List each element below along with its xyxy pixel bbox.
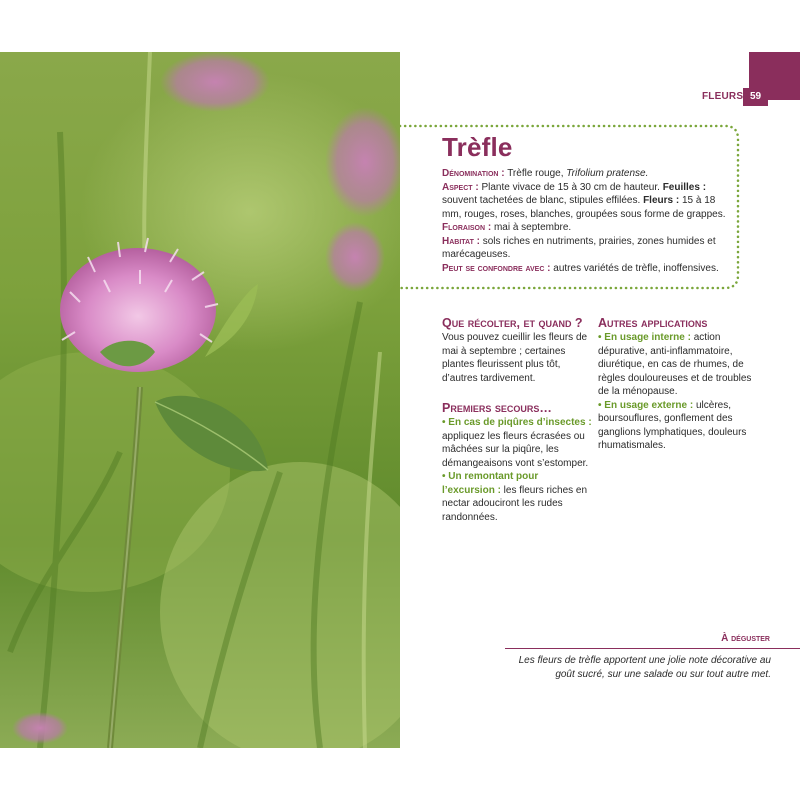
deguster-divider [505, 648, 800, 649]
habitat-label: Habitat : [442, 235, 480, 247]
habitat-value: sols riches en nutriments, prairies, zones humides et marécageuses. [442, 235, 716, 260]
confondre-label: Peut se confondre avec : [442, 262, 551, 274]
recolter-heading: Que récolter, et quand ? [442, 316, 583, 330]
deguster-heading: À déguster [721, 633, 770, 644]
secours-item-1-label: • En cas de piqûres d’insectes : [442, 417, 592, 428]
feuilles-value: souvent tachetées de blanc, stipules effilées. [442, 195, 644, 206]
fleurs-value: 15 à 18 mm, rouges, roses, blanches, groupées sous forme de grappes. [442, 195, 726, 220]
plant-description [442, 167, 732, 275]
floraison-label: Floraison : [442, 222, 492, 233]
usage-interne-label: • En usage interne : [598, 332, 691, 343]
recolter-text: Vous pouvez cueillir les fleurs de mai à septembre ; certaines plantes fleurissent plus tôt, d’autres tardivement. [442, 332, 588, 384]
latin-name: Trifolium pratense. [566, 168, 649, 179]
floraison-value: mai à septembre. [491, 222, 572, 233]
clover-photo [0, 52, 400, 748]
secours-item-1-text: appliquez les fleurs écrasées ou mâchées sur la piqûre, les démangeaisons vont s’estomper. [442, 430, 589, 469]
usage-externe-label: • En usage externe : [598, 399, 694, 411]
secours-heading: Premiers secours… [442, 401, 552, 415]
left-column [442, 316, 592, 524]
confondre-value: autres variétés de trèfle, inoffensives. [550, 262, 719, 274]
usage-externe [598, 399, 758, 453]
denomination-value: Trèfle rouge, [504, 168, 567, 179]
section-label: FLEURS [702, 91, 744, 102]
deguster-text: Les fleurs de trèfle apportent une jolie note décorative au goût sucré, sur une salade ou sur tout autre met. [518, 655, 771, 680]
aspect-label: Aspect : [442, 181, 479, 193]
denomination-label: Dénomination : [442, 168, 505, 179]
right-column [598, 316, 758, 453]
usage-externe-text: ulcères, boursouflures, gonflement des ganglions lymphatiques, douleurs rhumatismales. [598, 399, 747, 451]
secours-item-2 [442, 470, 592, 524]
page-number: 59 [743, 88, 768, 106]
usage-interne [598, 331, 758, 399]
secours-item-1 [442, 416, 592, 470]
plant-title: Trèfle [442, 132, 513, 162]
secours-item-2-text: les fleurs riches en nectar adouciront les rudes randonnées. [442, 484, 588, 523]
aspect-value: Plante vivace de 15 à 30 cm de hauteur. [478, 181, 663, 193]
fleurs-label: Fleurs : [643, 195, 680, 206]
usage-interne-text: action dépurative, anti-inflammatoire, diurétique, en cas de rhumes, de règles douloureuses et de troubles de la ménopause. [598, 332, 752, 397]
secours-item-2-label: • Un remontant pour l’excursion : [442, 471, 539, 496]
applications-heading: Autres applications [598, 316, 708, 330]
feuilles-label: Feuilles : [662, 181, 707, 193]
